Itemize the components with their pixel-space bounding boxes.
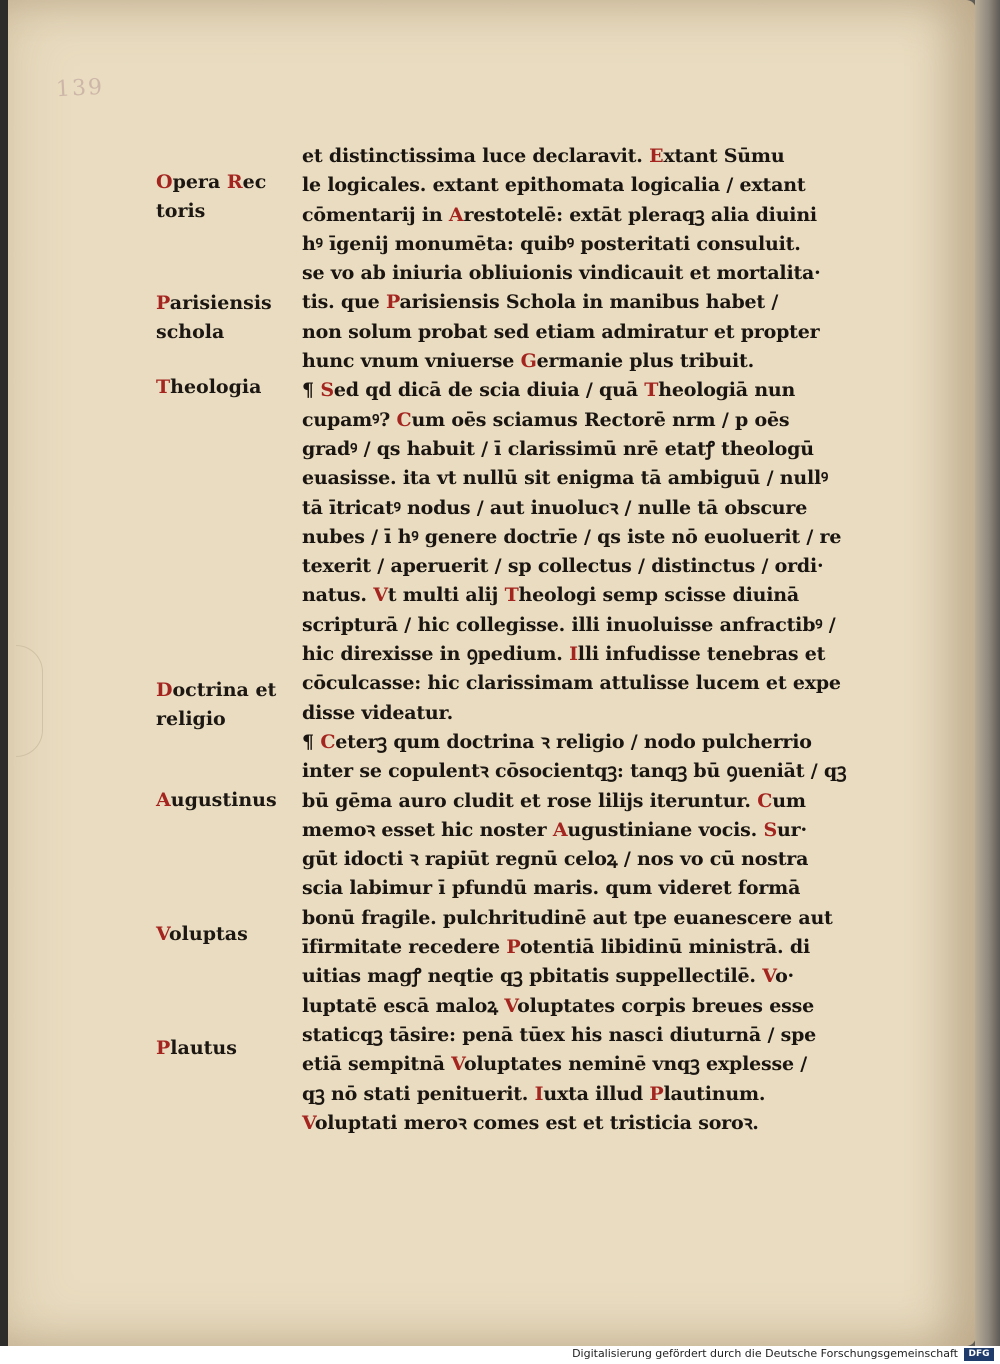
text-line: et distinctissima luce declaravit. Extant Sūmu (302, 145, 785, 167)
text-line: inter se copulentꝛ cōsocientqꝫ: tanqꝫ bū ꝯueniāt / qꝫ (302, 760, 847, 783)
text-line: uitias magꝭ neqtie qꝫ pbitatis suppellectilē. Vo· (302, 965, 794, 988)
text-line: euasisse. ita vt nullū sit enigma tā ambiguū / nullꝰ (302, 467, 829, 490)
text-line: memoꝛ esset hic noster Augustiniane vocis. Sur· (302, 818, 807, 841)
text-line: bonū fragile. pulchritudinē aut tpe euanescere aut (302, 906, 833, 929)
text-line: texerit / aperuerit / sp collectus / distinctus / ordi· (302, 555, 824, 578)
text-line: scripturā / hic collegisse. illi inuoluisse anfractibꝰ / (302, 613, 836, 636)
text-line: gradꝰ / qs habuit / ī clarissimū nrē etatꝭ theologū (302, 437, 814, 460)
text-line: nubes / ī hꝰ genere doctrīe / qs iste nō euoluerit / re (302, 525, 842, 548)
text-line: natus. Vt multi alij Theologi semp scisse diuinā (302, 584, 799, 607)
digitization-footer (0, 1346, 1000, 1364)
text-line: hꝰ īgenij monumēta: quibꝰ posteritati consuluit. (302, 232, 801, 255)
text-line: disse videatur. (302, 701, 454, 724)
text-line: cupamꝰ? Cum oēs sciamus Rectorē nrm / p oēs (302, 408, 790, 431)
page-tab-cutout (16, 645, 43, 757)
text-line: hic direxisse in ꝯpedium. Illi infudisse tenebras et (302, 643, 826, 666)
text-line: se vo ab iniuria obliuionis vindicauit et mortalita· (302, 262, 821, 285)
text-line: hunc vnum vniuerse Germanie plus tribuit. (302, 350, 755, 373)
text-line: Voluptati meroꝛ comes est et tristicia soroꝛ. (302, 1111, 759, 1134)
text-line: le logicales. extant epithomata logicalia / extant (302, 174, 806, 197)
margin-note-doctrina-religio: Doctrina et religio (156, 679, 277, 730)
margin-note-parisiensis-schola: Parisiensis schola (156, 292, 272, 343)
margin-note-voluptas: Voluptas (156, 923, 248, 945)
text-line: tis. que Parisiensis Schola in manibus habet / (302, 291, 779, 314)
text-line: luptatē escā maloꝝ Voluptates corpis breues esse (302, 994, 814, 1017)
page-gutter-edge (975, 0, 1000, 1346)
text-line: tā ītricatꝰ nodus / aut inuolucꝛ / nulle tā obscure (302, 496, 808, 519)
margin-note-plautus: Plautus (156, 1037, 237, 1059)
text-line: īfirmitate recedere Potentiā libidinū ministrā. di (302, 936, 810, 959)
margin-note-theologia: Theologia (156, 376, 262, 398)
text-line: cōculcasse: hic clarissimam attulisse lucem et expe (302, 672, 841, 695)
text-line: gūt idocti ꝛ rapiūt regnū celoꝝ / nos vo cū nostra (302, 848, 809, 871)
text-line: ¶ Ceterꝫ qum doctrina ꝛ religio / nodo pulcherrio (302, 730, 812, 753)
text-line: qꝫ nō stati penituerit. Iuxta illud Plautinum. (302, 1082, 766, 1105)
text-line: staticqꝫ tāsire: penā tūex his nasci diuturnā / spe (302, 1023, 817, 1046)
text-line: ¶ Sed qd dicā de scia diuia / quā Theologiā nun (302, 379, 796, 402)
scan-background-left (0, 0, 8, 1346)
text-line: non solum probat sed etiam admiratur et propter (302, 320, 820, 343)
text-line: scia labimur ī pfundū maris. qum videret formā (302, 877, 801, 900)
dfg-logo-icon: DFG (964, 1348, 994, 1361)
page-number: 139 (55, 74, 105, 103)
margin-note-opera-rectoris: Opera Rec toris (156, 171, 267, 222)
text-line: bū gēma auro cludit et rose lilijs iteruntur. Cum (302, 789, 806, 812)
text-line: etiā sempitnā Voluptates neminē vnqꝫ explesse / (302, 1053, 808, 1076)
main-text-block (302, 142, 847, 1138)
text-line: cōmentarij in Arestotelē: extāt pleraqꝫ alia diuini (302, 203, 817, 226)
footer-credit-text: Digitalisierung gefördert durch die Deutsche Forschungsgemeinschaft (572, 1347, 958, 1360)
margin-note-augustinus: Augustinus (156, 789, 277, 811)
